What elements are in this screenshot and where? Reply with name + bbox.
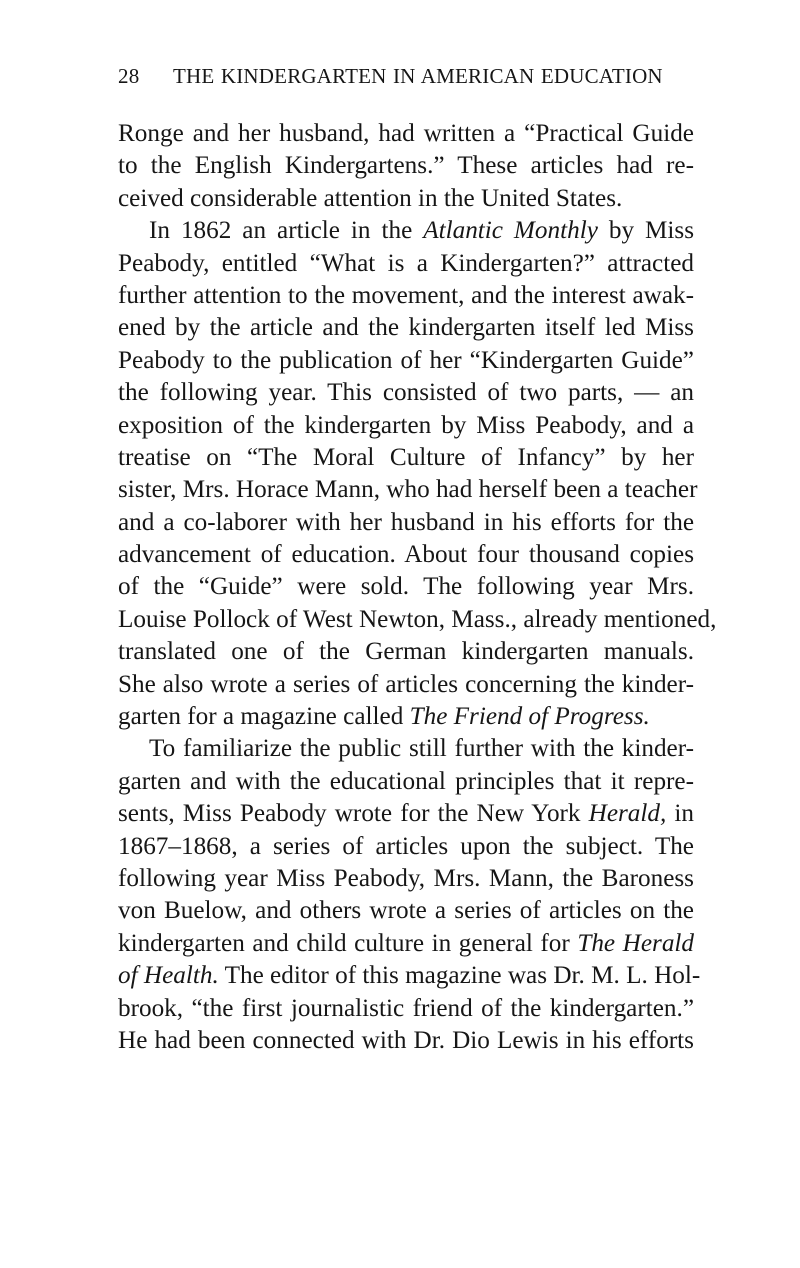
running-head: [118, 64, 694, 94]
italic-title-herald: Herald,: [588, 800, 667, 828]
text-line: to the English Kindergartens.” These articles had re-: [118, 152, 694, 180]
text-line: garten and with the educational principles that it repre-: [118, 767, 694, 795]
text-line: of the “Guide” were sold. The following year Mrs.: [118, 573, 694, 601]
text-line: von Buelow, and others wrote a series of articles on the: [118, 897, 694, 925]
text-line: Louise Pollock of West Newton, Mass., already mentioned,: [118, 605, 717, 633]
page-number: 28: [118, 64, 140, 88]
text-line: Peabody, entitled “What is a Kindergarten?” attracted: [118, 249, 694, 277]
text-line: of Health. The editor of this magazine was Dr. M. L. Hol-: [118, 962, 701, 990]
text-line: sents, Miss Peabody wrote for the New York Herald, in: [118, 800, 694, 828]
italic-title-herald-of-health-cont: of Health.: [118, 962, 219, 990]
text-line: translated one of the German kindergarten manuals.: [118, 638, 694, 666]
italic-title-atlantic-monthly: Atlantic Monthly: [423, 217, 598, 245]
text-line: 1867–1868, a series of articles upon the subject. The: [118, 832, 694, 860]
body-text: [118, 118, 717, 1057]
text-line: treatise on “The Moral Culture of Infancy” by her: [118, 443, 694, 471]
text-line: following year Miss Peabody, Mrs. Mann, the Baroness: [118, 864, 694, 892]
text-line: ened by the article and the kindergarten itself led Miss: [118, 314, 694, 342]
text-line: further attention to the movement, and the interest awak-: [118, 281, 694, 309]
italic-title-friend-of-progress: The Friend of Progress.: [409, 703, 650, 731]
text-line: She also wrote a series of articles concerning the kinder-: [118, 670, 694, 698]
running-head-title: THE KINDERGARTEN IN AMERICAN EDUCATION: [173, 64, 663, 88]
text-line: kindergarten and child culture in general for The Herald: [118, 929, 695, 957]
text-line: advancement of education. About four thousand copies: [118, 541, 694, 569]
text-line: Ronge and her husband, had written a “Practical Guide: [118, 120, 694, 147]
text-line: sister, Mrs. Horace Mann, who had herself been a teacher: [118, 476, 698, 504]
text-line: garten for a magazine called The Friend of Progress.: [118, 703, 650, 731]
text-line: Peabody to the publication of her “Kindergarten Guide”: [118, 346, 694, 374]
text-line: the following year. This consisted of two parts, — an: [118, 379, 694, 407]
text-line: exposition of the kindergarten by Miss Peabody, and a: [118, 411, 694, 439]
italic-title-herald-of-health: The Herald: [577, 929, 695, 957]
text-line: He had been connected with Dr. Dio Lewis in his efforts: [118, 1026, 694, 1054]
text-line: To familiarize the public still further with the kinder-: [149, 735, 694, 763]
text-line: brook, “the first journalistic friend of the kindergarten.”: [118, 994, 694, 1022]
text-line: In 1862 an article in the Atlantic Monthly by Miss: [149, 217, 694, 245]
text-line: and a co-laborer with her husband in his efforts for the: [118, 508, 694, 536]
text-line: ceived considerable attention in the United States.: [118, 184, 623, 212]
